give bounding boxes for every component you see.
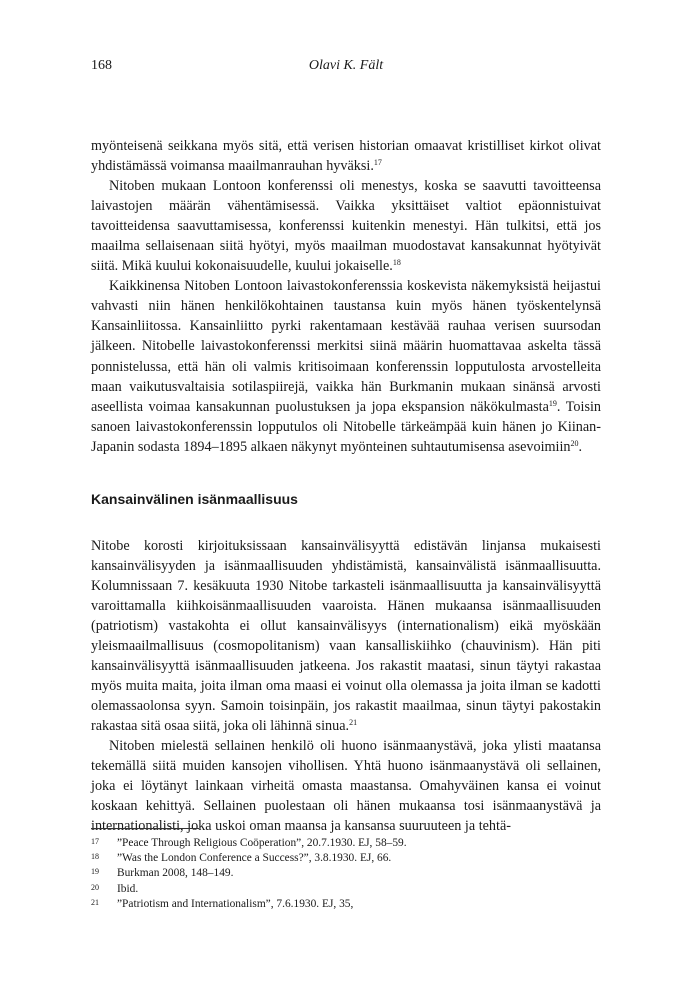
section-heading: Kansainvälinen isänmaallisuus xyxy=(91,490,298,507)
footnote-divider xyxy=(91,828,199,829)
paragraph: Kaikkinensa Nitoben Lontoon laivastokonferenssia koskevista näkemyksistä heijastui vahvasti niin hänen henkilökohtainen taustansa kuin myös hänen työskentelynsä Kansainliitossa. Kansainliitto pyrki rakentamaan kestävää rauhaa verisen suursodan jälkeen. Nitobelle laivastokonferenssi merkitsi siinä määrin huomattavaa askelta tässä ponnistelussa, että hän oli valmis kritisoimaan konferenssin lopputulosta arvostelleita maan vaikutusvaltaisia sotilaspiirejä, vaikka hän Burkmanin mukaan sinänsä arvosti aseellista voimaa kansakunnan puolustuksen ja jopa ekspansion näkökulmasta$^{19}$. Toisin sanoen laivastokonferenssin lopputulos oli Nitobelle tärkeämpää kuin hänen jo Kiinan-Japanin sodasta 1894–1895 alkaen näkynyt myönteinen suhtautumisensa asevoimiin$^{20}$. xyxy=(91,278,602,455)
footnote-ref: 21 xyxy=(349,718,358,728)
footnote-ref: 18 xyxy=(392,258,401,268)
body-text xyxy=(91,136,601,836)
paragraph: Nitoben mielestä sellainen henkilö oli huono isänmaanystävä, joka ylisti maatansa tekemällä siitä muiden kansojen vihollisen. Yhtä huono isänmaanystävä oli sellainen, joka ei löytänyt lainkaan virheitä omasta maastansa. Omahyväinen kansa ei voinut koskaan kehittyä. Sellainen puolestaan oli hänen mukaansa tosi isänmaanystävä ja internationalisti, joka uskoi oman maansa ja kansansa suuruuteen ja tehtä- xyxy=(91,738,601,835)
page-number: 168 xyxy=(91,58,112,73)
footnote-ref: 19 xyxy=(548,398,557,408)
footnote: 19 Burkman 2008, 148–149. xyxy=(91,867,234,880)
paragraph: myönteisenä seikkana myös sitä, että verisen historian omaavat kristilliset kirkot olivat yhdistämässä voimansa maailmanrauhan hyväksi.$^{17}$ xyxy=(91,138,601,175)
footnote-ref: 20 xyxy=(570,438,579,448)
footnotes xyxy=(91,836,601,912)
footnote: 18 ”Was the London Conference a Success?”, 3.8.1930. EJ, 66. xyxy=(91,852,392,865)
paragraph: Nitobe korosti kirjoituksissaan kansainvälisyyttä edistävän linjansa mukaisesti kansainvälisyyden ja isänmaallisuuden yhdistämistä, kansainvälistä isänmaallisuutta. Kolumnissaan 7. kesäkuuta 1930 Nitobe tarkasteli isänmaallisuutta ja kansainvälisyyttä varoittamalla kiihkoisänmaallisuuden vaaroista. Hänen mukaansa isänmaallisuuden (patriotism) vastakohta ei ollut kansainvälisyys (internationalism) eikä myöskään yleismaailmallisuus (cosmopolitanism) vaan kansalliskiihko (chauvinism). Hän piti kansainvälisyyttä isänmaallisuuden jatkeena. Jos rakastit maatasi, sinun täytyi rakastaa myös muita maita, joita ilman oma maasi ei voinut olla olemassa ja joita ilman se kadotti olemassaolonsa syyn. Samoin toisinpäin, jos rakastit maailmaa, sinun täytyi pakostakin rakastaa sitä osaa siitä, joka oli lähinnä sinua.$^{21}$ xyxy=(91,537,601,735)
footnote: 20 Ibid. xyxy=(91,882,139,895)
page-header xyxy=(91,58,601,78)
footnote-ref: 17 xyxy=(373,158,382,168)
footnote: 21 ”Patriotism and Internationalism”, 7.6.1930. EJ, 35, xyxy=(91,897,354,910)
running-head: Olavi K. Fält xyxy=(308,58,384,73)
footnote: 17 ”Peace Through Religious Coöperation”, 20.7.1930. EJ, 58–59. xyxy=(91,837,407,849)
paragraph: Nitoben mukaan Lontoon konferenssi oli menestys, koska se saavutti tavoitteensa laivastojen määrän vähentämisessä. Vaikka yksittäiset valtiot epäonnistuivat tavoitteidensa saavuttamisessa, konferenssi kuitenkin menestyi. Hän tulkitsi, että jos maailma sellaisenaan siitä hyötyi, myös maailman muodostavat kansakunnat hyötyivät siitä. Mikä kuului kokonaisuudelle, kuului jokaiselle.$^{18}$ xyxy=(91,178,601,275)
